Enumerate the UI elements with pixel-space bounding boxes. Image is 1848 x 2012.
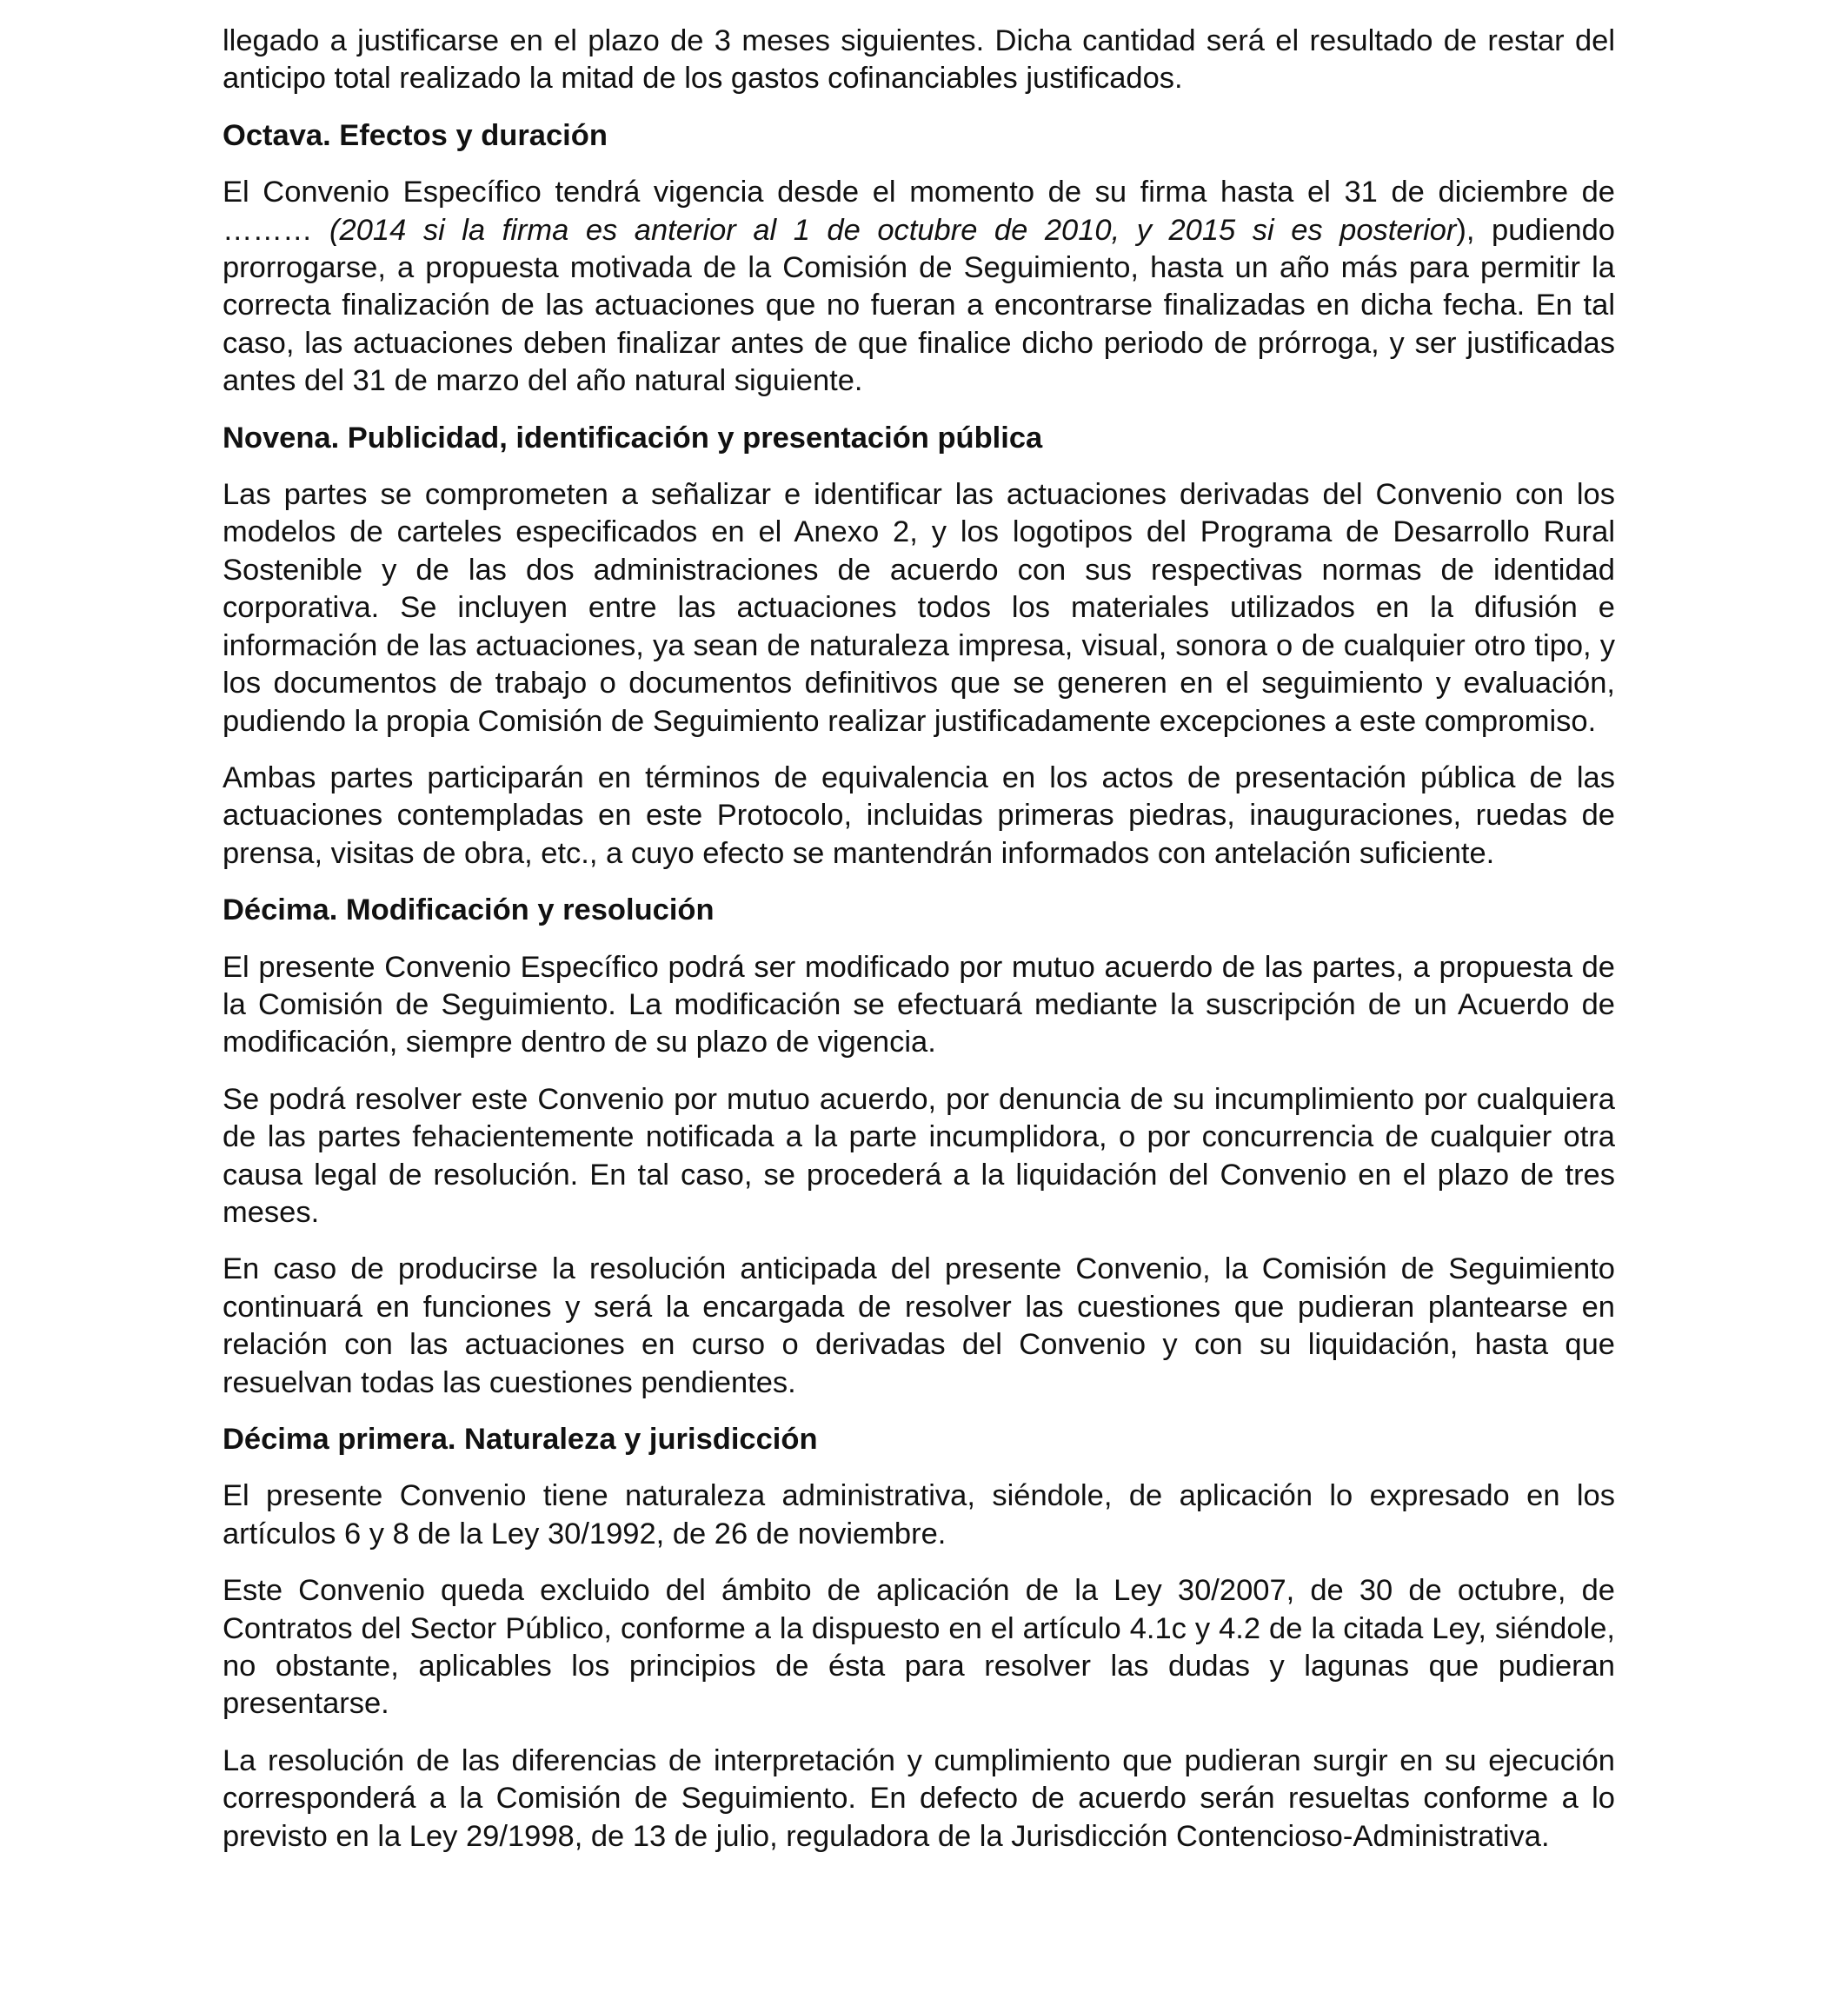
heading-octava: Octava. Efectos y duración (223, 118, 608, 152)
document-page (223, 23, 1615, 1875)
paragraph-octava-text-2: ), pudiendo prorrogarse, a propuesta motivada de la Comisión de Seguimiento, hasta un año más para permitir la correcta finalización de las actuaciones que no fueran a encontrarse finalizadas en dicha fecha. En tal caso, las actuaciones deben finalizar antes de que finalice dicho periodo de prórroga, y ser justificadas antes del 31 de marzo del año natural siguiente. (223, 213, 1615, 398)
paragraph-decima-primera-3: La resolución de las diferencias de interpretación y cumplimiento que pudieran surgir en su ejecución corresponderá a la Comisión de Seguimiento. En defecto de acuerdo serán resueltas conforme a lo previsto en la Ley 29/1998, de 13 de julio, reguladora de la Jurisdicción Contencioso-Administrativa. (223, 1743, 1615, 1853)
paragraph-octava-italic-note: (2014 si la firma es anterior al 1 de octubre de 2010, y 2015 si es posterior (329, 213, 1457, 247)
heading-novena: Novena. Publicidad, identificación y presentación pública (223, 421, 1043, 455)
paragraph-octava-text-1: El Convenio Específico tendrá vigencia desde el momento de su firma hasta el 31 de diciembre de ……… (223, 176, 1615, 247)
paragraph-novena-2: Ambas partes participarán en términos de equivalencia en los actos de presentación pública de las actuaciones contempladas en este Protocolo, incluidas primeras piedras, inauguraciones, ruedas de prensa, visitas de obra, etc., a cuyo efecto se mantendrán informados con antelación suficiente. (223, 760, 1615, 870)
paragraph-decima-primera-2: Este Convenio queda excluido del ámbito de aplicación de la Ley 30/2007, de 30 de octubre, de Contratos del Sector Público, conforme a la dispuesto en el artículo 4.1c y 4.2 de la citada Ley, siéndole, no obstante, aplicables los principios de ésta para resolver las dudas y lagunas que pudieran presentarse. (223, 1574, 1615, 1721)
paragraph-octava (223, 174, 1615, 400)
paragraph-decima-2: Se podrá resolver este Convenio por mutuo acuerdo, por denuncia de su incumplimiento por cualquiera de las partes fehacientemente notificada a la parte incumplidora, o por concurrencia de cualquier otra causa legal de resolución. En tal caso, se procederá a la liquidación del Convenio en el plazo de tres meses. (223, 1082, 1615, 1229)
heading-decima: Décima. Modificación y resolución (223, 893, 715, 927)
paragraph-anticipo: llegado a justificarse en el plazo de 3 meses siguientes. Dicha cantidad será el resultado de restar del anticipo total realizado la mitad de los gastos cofinanciables justificados. (223, 24, 1615, 96)
paragraph-decima-1: El presente Convenio Específico podrá ser modificado por mutuo acuerdo de las partes, a propuesta de la Comisión de Seguimiento. La modificación se efectuará mediante la suscripción de un Acuerdo de modificación, siempre dentro de su plazo de vigencia. (223, 950, 1615, 1059)
paragraph-novena-1: Las partes se comprometen a señalizar e identificar las actuaciones derivadas del Convenio con los modelos de carteles especificados en el Anexo 2, y los logotipos del Programa de Desarrollo Rural Sostenible y de las dos administraciones de acuerdo con sus respectivas normas de identidad corporativa. Se incluyen entre las actuaciones todos los materiales utilizados en la difusión e información de las actuaciones, ya sean de naturaleza impresa, visual, sonora o de cualquier otro tipo, y los documentos de trabajo o documentos definitivos que se generen en el seguimiento y evaluación, pudiendo la propia Comisión de Seguimiento realizar justificadamente excepciones a este compromiso. (223, 478, 1615, 738)
paragraph-decima-primera-1: El presente Convenio tiene naturaleza administrativa, siéndole, de aplicación lo expresado en los artículos 6 y 8 de la Ley 30/1992, de 26 de noviembre. (223, 1479, 1615, 1551)
heading-decima-primera: Décima primera. Naturaleza y jurisdicción (223, 1423, 818, 1456)
paragraph-decima-3: En caso de producirse la resolución anticipada del presente Convenio, la Comisión de Seguimiento continuará en funciones y será la encargada de resolver las cuestiones que pudieran plantearse en relación con las actuaciones en curso o derivadas del Convenio y con su liquidación, hasta que resuelvan todas las cuestiones pendientes. (223, 1252, 1615, 1399)
